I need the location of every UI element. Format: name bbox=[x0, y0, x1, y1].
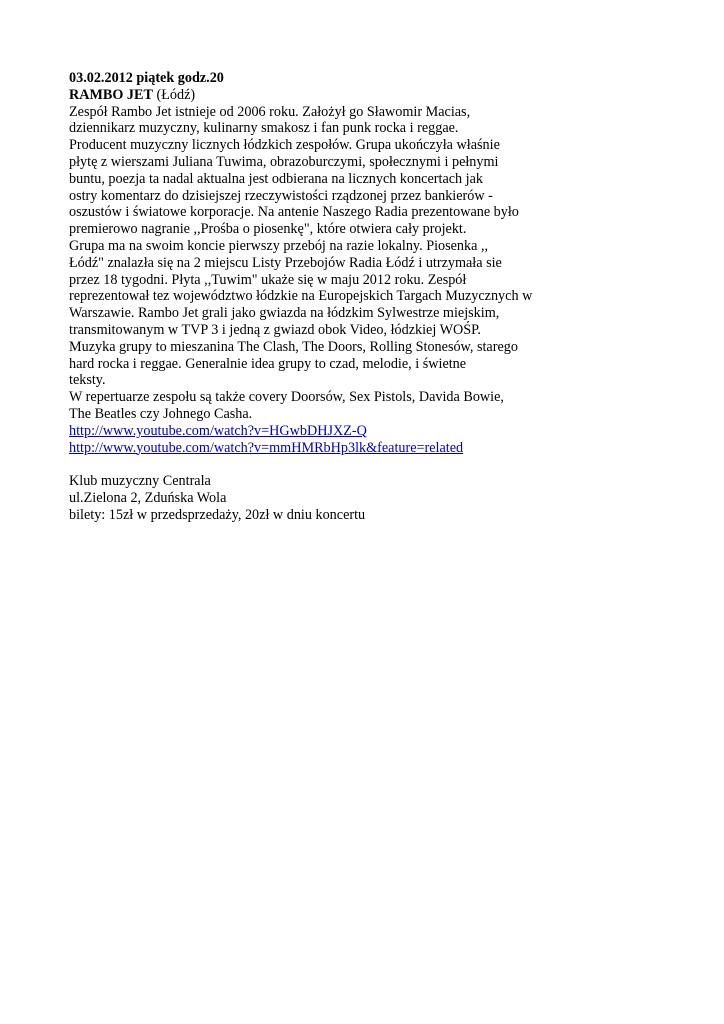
body-line: dziennikarz muzyczny, kulinarny smakosz i fan punk rocka i reggae. bbox=[69, 120, 459, 137]
ticket-prices: bilety: 15zł w przedsprzedaży, 20zł w dniu koncertu bbox=[69, 506, 366, 523]
band-description bbox=[69, 104, 709, 423]
body-line: przez 18 tygodni. Płyta ,,Tuwim" ukaże się w maju 2012 roku. Zespół bbox=[69, 271, 467, 288]
band-city: (Łódź) bbox=[152, 86, 196, 103]
youtube-link-2[interactable]: http://www.youtube.com/watch?v=mmHMRbHp3lk&feature=related bbox=[69, 439, 464, 456]
venue-info bbox=[69, 473, 709, 523]
body-line: płytę z wierszami Juliana Tuwima, obrazoburczymi, społecznymi i pełnymi bbox=[69, 153, 499, 170]
body-line: The Beatles czy Johnego Casha. bbox=[69, 405, 253, 422]
body-line: Grupa ma na swoim koncie pierwszy przebój na razie lokalny. Piosenka ,, bbox=[69, 237, 489, 254]
spacer bbox=[69, 456, 709, 473]
body-line: Zespół Rambo Jet istnieje od 2006 roku. Założył go Sławomir Macias, bbox=[69, 103, 471, 120]
body-line: Producent muzyczny licznych łódzkich zespołów. Grupa ukończyła właśnie bbox=[69, 137, 500, 154]
body-line: transmitowanym w TVP 3 i jedną z gwiazd obok Video, łódzkiej WOŚP. bbox=[69, 321, 481, 338]
video-links bbox=[69, 423, 709, 457]
venue-name: Klub muzyczny Centrala bbox=[69, 473, 211, 490]
body-line: Łódź" znalazła się na 2 miejscu Listy Przebojów Radia Łódź i utrzymała sie bbox=[69, 254, 502, 271]
body-line: Warszawie. Rambo Jet grali jako gwiazda na łódzkim Sylwestrze miejskim, bbox=[69, 305, 500, 322]
body-line: hard rocka i reggae. Generalnie idea grupy to czad, melodie, i świetne bbox=[69, 355, 467, 372]
body-line: ostry komentarz do dzisiejszej rzeczywistości rządzonej przez bankierów - bbox=[69, 187, 493, 204]
body-line: reprezentował tez województwo łódzkie na Europejskich Targach Muzycznych w bbox=[69, 288, 533, 305]
youtube-link-1[interactable]: http://www.youtube.com/watch?v=HGwbDHJXZ-Q bbox=[69, 422, 367, 439]
body-line: premierowo nagranie ,,Prośba o piosenkę", które otwiera cały projekt. bbox=[69, 221, 467, 238]
band-heading bbox=[69, 87, 709, 104]
band-name: RAMBO JET bbox=[69, 86, 153, 103]
document-page bbox=[69, 70, 709, 524]
body-line: teksty. bbox=[69, 372, 106, 389]
event-date-line: 03.02.2012 piątek godz.20 bbox=[69, 70, 224, 86]
body-line: buntu, poezja ta nadal aktualna jest odbierana na licznych koncertach jak bbox=[69, 170, 484, 187]
venue-address: ul.Zielona 2, Zduńska Wola bbox=[69, 489, 227, 506]
body-line: oszustów i światowe korporacje. Na antenie Naszego Radia prezentowane było bbox=[69, 204, 519, 221]
body-line: W repertuarze zespołu są także covery Doorsów, Sex Pistols, Davida Bowie, bbox=[69, 389, 504, 406]
body-line: Muzyka grupy to mieszanina The Clash, The Doors, Rolling Stonesów, starego bbox=[69, 338, 518, 355]
